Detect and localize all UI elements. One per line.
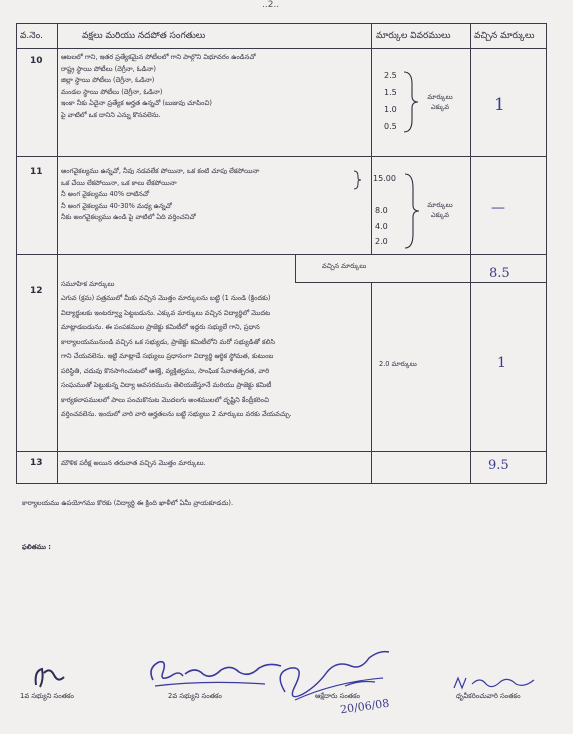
header-marks-obtained: వచ్చిన మార్కులు xyxy=(474,31,535,41)
marks-value: 15.00 xyxy=(373,174,396,183)
office-use-note: కార్యాలయము ఉపయోగము కొరకు (విద్యార్థి ఈ క్రింది ఖాళీలో ఏమీ వ్రాయకూడదు). xyxy=(22,499,234,507)
signature-observer-label: ధృవీకరించువారి సంతకం xyxy=(456,692,521,700)
row-12-obtained: 1 xyxy=(497,355,506,371)
marks-value: 4.0 xyxy=(375,222,388,231)
row-13-obtained: 9.5 xyxy=(488,458,509,473)
result-label: ఫలితము : xyxy=(22,543,51,551)
row-12-title: సమూహిక మార్కులు xyxy=(61,280,115,288)
brace-icon xyxy=(402,70,422,134)
subtotal-label: వచ్చిన మార్కులు xyxy=(322,262,367,270)
header-particulars: వక్షలు మరియు నదపోత సంగతులు xyxy=(82,31,206,41)
subtotal-value: 8.5 xyxy=(489,266,510,281)
marks-value: 2.0 xyxy=(375,237,388,246)
marks-value: 1.0 xyxy=(384,105,397,114)
row-10-particulars xyxy=(61,52,256,122)
signature-member2-label: 2వ సభ్యుని సంతకం xyxy=(168,692,223,700)
row-10-line: రాష్ట్ర స్థాయి పోటీలు (దెగ్రీనా, ఓడినా) xyxy=(61,64,156,73)
row-10-line: మండల స్థాయి పోటీలు (దెగ్రీనా, ఓడినా) xyxy=(61,87,163,96)
header-sno: వ.నెం. xyxy=(20,31,44,41)
brace-icon xyxy=(352,170,362,190)
row-10-line: ఇంకా నీకు ఏదైనా ప్రత్యేక అర్హత ఉన్నచో (బుజువు చూపించి) xyxy=(61,99,212,108)
marks-value: 1.5 xyxy=(384,88,397,97)
marks-value: 0.5 xyxy=(384,122,397,131)
row-12-line: వర్తించవలెను. ఇందులో వారి వారి అర్హతలను బట్టి సభ్యులు 2 మార్కులు వరకు వేయవచ్చు. xyxy=(61,410,292,418)
row-10-marks-label: మార్కులు ఎక్కువ xyxy=(427,93,453,111)
page-number: ..2.. xyxy=(262,0,280,10)
row-11-line: నీ అంగ వైకల్యము 40% దాటినచో xyxy=(61,190,150,199)
row-13-text: మౌళిక పరీక్ష అయిన తరువాత వచ్చిన మొత్తం మార్కులు. xyxy=(61,459,206,467)
row-11-line: ఒక చేయి లేకపోయినా, ఒక కాలు లేకపోయినా xyxy=(61,178,177,187)
signature-observer-image xyxy=(450,672,540,694)
row-12-line: విద్యార్థులకు ఇంటర్వ్యూ పెట్టబడును. ఎక్కువ మార్కులు వచ్చిన విద్యార్థిలో మొదట xyxy=(61,308,271,317)
row-10-line: పై వాటిలో ఒక దానిని ఎన్ను కొనవలెను. xyxy=(61,110,161,119)
row-12-line: సంఘముతో పెట్టుకున్న విద్యా అవసరమును తెలియజేస్తూనే మరియు ప్రాజెక్టు కమిటీ xyxy=(61,381,272,389)
marks-value: 2.5 xyxy=(384,71,397,80)
row-12-marks: 2.0 మార్కులు xyxy=(379,360,417,368)
row-11-line: అంగవైకల్యము ఉన్నచో, నీవు నడవలేక పోయినా, ఒక కంటి చూపు లేకపోయినా xyxy=(61,167,260,175)
row-11-particulars xyxy=(61,166,259,224)
row-12-line: కార్యకలాపములలో పాలు పంచుకొనుట మొదలగు అంశములలో దృష్టిని కేంద్రీకరించి xyxy=(61,395,270,404)
row-12-number: 12 xyxy=(30,286,43,296)
marks-value: 8.0 xyxy=(375,206,388,215)
row-11-line: నీ అంగ వైకల్యము 40-30% మధ్య ఉన్నచో xyxy=(61,201,172,210)
row-10-line: ఆటలలో గాని, ఇతర ప్రత్యేకమైన పోటీలలో గాని పాల్గొని విభూవరం ఉండినచో xyxy=(61,53,256,61)
row-11-line: నీకు అంగవైకల్యము ఉండి పై వాటిలో ఏది వర్తించనిచో xyxy=(61,213,196,222)
row-10-line: జిల్లా స్థాయి పోటీలు (దెగ్రీనా, ఓడినా) xyxy=(61,76,155,85)
row-11-obtained: — xyxy=(491,200,505,216)
row-12-paragraph xyxy=(61,291,292,422)
row-13-number: 13 xyxy=(30,458,43,468)
row-12-line: కార్యాలయమునుండి వచ్చిన ఒక సభ్యుడు, ప్రాజెక్టు కమిటీలోని మరో సభ్యుడితో కలిసి xyxy=(61,337,275,346)
signature-member1-label: 1వ సభ్యుని సంతకం xyxy=(20,692,75,700)
row-10-obtained: 1 xyxy=(494,95,505,115)
row-10-number: 10 xyxy=(30,56,43,66)
row-12-line: ఎగువ (క్రమ) పత్రములో మీకు వచ్చిన మొత్తం మార్కులను బట్టి (1 నుండి (క్రిందకు) xyxy=(61,294,271,302)
signature-date: 20/06/08 xyxy=(339,696,391,717)
row-12-line: గాని చేయవలెను. ఇట్టి మాట్లాడే సభ్యులు ప్రధానంగా విద్యార్థి ఆర్థిక స్థోమత, కుటుంబ xyxy=(61,352,274,360)
signature-member1-image xyxy=(30,665,70,691)
header-marks-details: మార్కుల వివరములు xyxy=(376,31,451,41)
row-11-marks-label: మార్కులు ఎక్కువ xyxy=(427,201,453,219)
signature-applicant-label: ఆక్షేదారు సంతకం xyxy=(315,692,361,700)
row-11-number: 11 xyxy=(30,167,43,177)
row-12-line: పరిస్థితి, చదువు కొనసాగించుటలో ఆశక్తి, వ్యక్తిత్వము, సాంఘిక సేవాతత్పరత, వారి xyxy=(61,366,270,375)
row-12-line: మాట్లాడబడును. ఈ పంపకముల ప్రాజెక్టు కమిటీలో ఇద్దరు సభ్యులే గాని, ప్రధాన xyxy=(61,323,260,331)
